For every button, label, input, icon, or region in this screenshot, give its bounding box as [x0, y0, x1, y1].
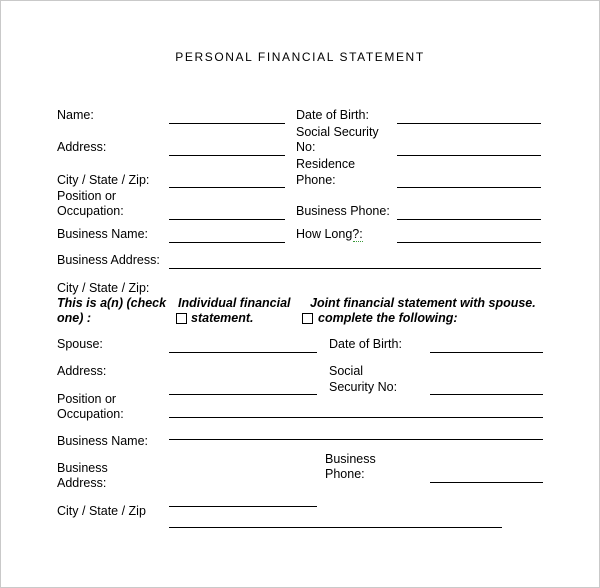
label-name: Name: [57, 108, 94, 122]
name-line[interactable] [169, 123, 285, 124]
label-residence: Residence [296, 157, 356, 171]
label-how-long: How Long?: [296, 227, 363, 241]
label-ssn-no: No: [296, 140, 316, 154]
business-address-line[interactable] [169, 268, 541, 269]
spouse-occupation-line[interactable] [169, 417, 543, 418]
label-spouse-security-no: Security No: [329, 380, 398, 394]
spouse-business-name-line[interactable] [169, 439, 543, 440]
label-position: Position or [57, 189, 117, 203]
label-address: Address: [57, 140, 107, 154]
label-business-phone: Business Phone: [296, 204, 390, 218]
ssn-line[interactable] [397, 155, 541, 156]
label-spouse-business-phone-2: Phone: [325, 467, 365, 481]
label-date-of-birth: Date of Birth: [296, 108, 369, 122]
spellcheck-underline [353, 238, 363, 242]
date-of-birth-line[interactable] [397, 123, 541, 124]
city-state-zip-line[interactable] [169, 187, 285, 188]
spouse-business-phone-line[interactable] [430, 482, 543, 483]
individual-checkbox[interactable] [176, 313, 187, 324]
spouse-city-state-zip-line[interactable] [169, 527, 502, 528]
individual-option-line-1: Individual financial [178, 296, 291, 310]
label-business-name: Business Name: [57, 227, 149, 241]
business-phone-line[interactable] [397, 219, 541, 220]
label-spouse-date-of-birth: Date of Birth: [329, 337, 402, 351]
label-city-state-zip: City / State / Zip: [57, 173, 150, 187]
label-spouse-business: Business [57, 461, 108, 475]
address-line[interactable] [169, 155, 285, 156]
form-title: PERSONAL FINANCIAL STATEMENT [175, 50, 425, 64]
joint-checkbox[interactable] [302, 313, 313, 324]
spouse-line[interactable] [169, 352, 317, 353]
label-occupation: Occupation: [57, 204, 124, 218]
residence-phone-line[interactable] [397, 187, 541, 188]
spouse-date-of-birth-line[interactable] [430, 352, 543, 353]
label-spouse-occupation: Occupation: [57, 407, 124, 421]
label-spouse-position: Position or [57, 392, 117, 406]
label-spouse-business-name: Business Name: [57, 434, 149, 448]
how-long-line[interactable] [397, 242, 541, 243]
label-residence-phone: Phone: [296, 173, 336, 187]
question-line-1: This is a(n) (check [57, 296, 167, 310]
spouse-ssn-line[interactable] [430, 394, 543, 395]
spouse-address-line[interactable] [169, 394, 317, 395]
business-name-line[interactable] [169, 242, 285, 243]
label-spouse-business-address: Address: [57, 476, 107, 490]
spouse-business-address-line[interactable] [169, 506, 317, 507]
label-spouse: Spouse: [57, 337, 103, 351]
occupation-line[interactable] [169, 219, 285, 220]
joint-option-line-1: Joint financial statement with spouse. [310, 296, 536, 310]
label-city-state-zip-repeat: City / State / Zip: [57, 281, 150, 295]
individual-option-line-2: statement. [191, 311, 254, 325]
label-spouse-address: Address: [57, 364, 107, 378]
question-line-2: one) : [57, 311, 92, 325]
label-business-address: Business Address: [57, 253, 160, 267]
joint-option-line-2: complete the following: [318, 311, 458, 325]
label-ssn: Social Security [296, 125, 379, 139]
label-spouse-city-state-zip: City / State / Zip [57, 504, 146, 518]
label-spouse-business-phone-1: Business [325, 452, 376, 466]
label-spouse-social: Social [329, 364, 364, 378]
